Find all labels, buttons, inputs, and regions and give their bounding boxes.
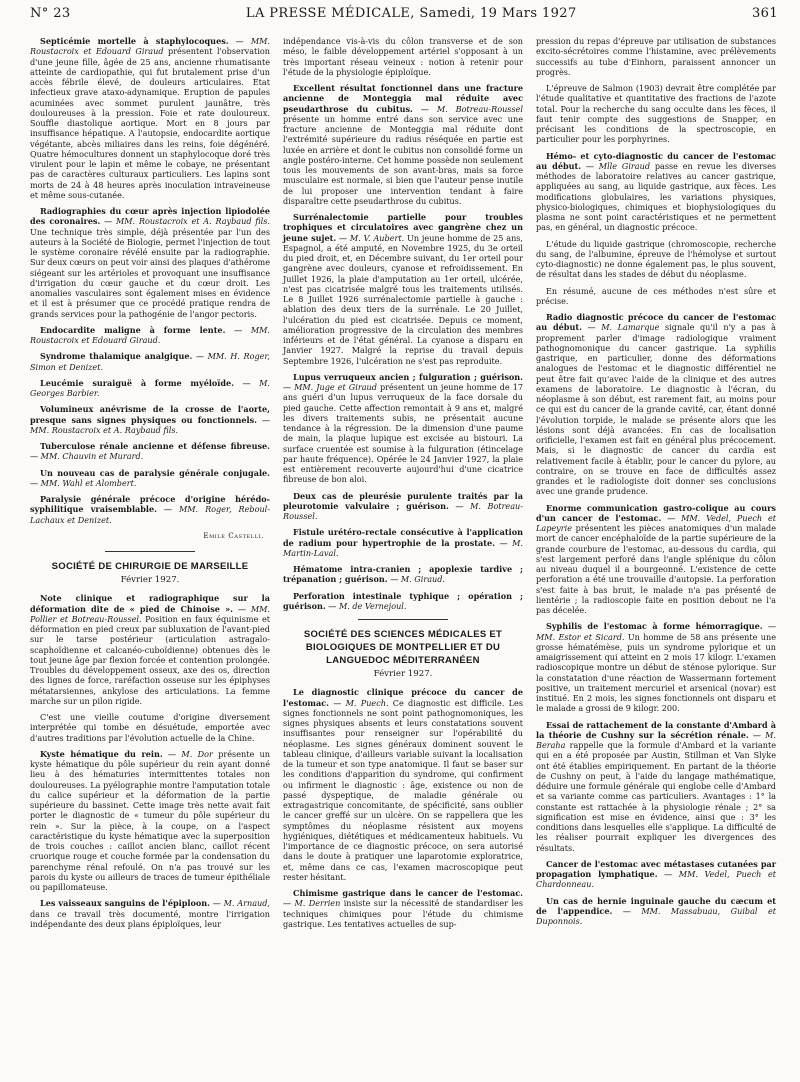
article-body: insiste sur la nécessité de standardiser les techniques chimiques pour l'étude du chimisme gastrique. Les tentatives actuelles de sup- (283, 898, 523, 929)
article-title: Radio diagnostic précoce du cancer de l'estomac au début. (536, 312, 776, 333)
article-title: Enorme communication gastro-colique au cours d'un cancer de l'estomac. (536, 502, 776, 523)
signature: Emile Castelli. (203, 531, 264, 540)
article-entry (536, 720, 776, 853)
article-authors: — MM. H. Roger, Simon et Denizet. (30, 351, 270, 372)
article-title: Leucémie suraiguë à forme myéloïde. (40, 377, 235, 388)
columns (30, 36, 778, 935)
article-authors: — M. Dor (168, 748, 213, 759)
article-title: Un nouveau cas de paralysie générale conjugale. (40, 467, 270, 478)
article-body: présente un homme entré dans son service avec une fracture ancienne de Monteggia mal réduite dont l'extrémité supérieure du radius réséquée en partie est luxée en arrière et dont le cubitus non consolidé forme un angle postéro-interne. Cet homme possède non seulement tous les mouvements de son avant-bras, mais sa force musculaire est normale, si bien que l'auteur pense inutile de lui proposer une intervention tendant à faire disparaître cette pseudarthrose du cubitus. (283, 113, 523, 206)
article-entry (283, 687, 523, 882)
article-authors: — MM. Roustacroix et A. Raybaud fils. (30, 414, 270, 435)
col3-entries-b (536, 312, 776, 926)
article-authors: — M. V. Aubert. (339, 232, 405, 243)
article-entry (536, 896, 776, 927)
col2-entries-a (283, 83, 523, 611)
article-authors: — Mlle Giraud (585, 160, 651, 171)
article-entry (30, 898, 270, 929)
article-title: Volumineux anévrisme de la crosse de l'aorte, presque sans signes physiques ou fonctionnels. (30, 404, 270, 425)
article-authors: — MM. Roger, Reboul-Lachaux et Denizet. (30, 504, 270, 525)
article-authors: — M. Botreau-Roussel. (283, 500, 523, 521)
paragraph: L'étude du liquide gastrique (chromoscopie, recherche du sang, de l'albumine, épreuve de l'hémolyse et surtout cyto-diagnostic) ne donne également pas, le plus souvent, de résultat dans les stades de début du néoplasme. (536, 238, 776, 280)
paragraph: C'est une vieille coutume d'origine diversement interprétée qui tombe en désuétude, emportée avec d'autres traditions par l'évolution actuelle de la Chine. (30, 712, 270, 743)
paragraph: indépendance vis-à-vis du côlon transverse et de son méso, le faible développement artériel s'opposant à un très important réseau veineux : notion à retenir pour l'étude de la physiologie épiploïque. (283, 36, 523, 77)
article-title: Syndrome thalamique analgique. (40, 351, 193, 362)
article-authors: — M. Georges Barbier. (30, 377, 270, 398)
article-title: Kyste hématique du rein. (40, 748, 163, 759)
article-entry (30, 749, 270, 893)
col1-entries-c (30, 749, 270, 929)
article-authors: — M. de Vernejoul. (328, 600, 407, 611)
article-entry (30, 494, 270, 525)
article-authors: — M. Botreau-Roussel (420, 103, 523, 114)
page-number: 361 (751, 6, 778, 21)
col3-entries-a (536, 151, 776, 233)
article-title: Perforation intestinale typhique ; opération ; guérison. (283, 590, 523, 611)
col2-entries-b (283, 687, 523, 929)
article-body: Un jeune homme de 25 ans, Espagnol, a été amputé, en Novembre 1925, du 3e orteil du pied droit, et, en Décembre suivant, du 1er orteil pour gangrène avec douleurs, cyanose et refroidissement. En Juillet 1926, la plaie d'amputation au 1er orteil, ulcérée, n'est pas cicatrisée malgré tous les traitements utilisés. Le 8 Juillet 1926 surrénalectomie partielle à gauche : ablation des deux tiers de la surrénale. Le 20 Juillet, l'ulcération du pied est cicatrisée. Depuis ce moment, amélioration progressive de la circulation des membres inférieurs et de l'état général. La cyanose a disparu en Janvier 1927. Malgré la reprise du travail depuis Septembre 1926, l'ulcération ne s'est pas reproduite. (283, 232, 524, 366)
article-body: rappelle que la formule d'Ambard et la variante qui en a été proposée par Austin, Stillman et Van Slyke ont été établies empiriquement. En partant de la théorie de Cushny on peut, à l'aide du langage mathématique, déduire une formule générale qui englobe celle d'Ambard et sa variante comme cas particuliers. Avantages : 1° la constante est rattachée à la physiologie rénale ; 2° sa signification est mise en évidence, ainsi que : 3° les conditions dans lesquelles elle s'applique. La difficulté de les réaliser pourrait expliquer les divergences des résultats. (536, 740, 776, 853)
article-entry (30, 441, 270, 462)
article-authors: — MM. Roustacroix et Edouard Giraud. (30, 324, 270, 345)
article-entry (283, 888, 523, 929)
article-entry (283, 372, 523, 485)
article-entry (283, 83, 523, 206)
article-title: Note clinique et radiographique sur la déformation dite de « pied de Chinoise ». (30, 593, 270, 614)
column-3 (536, 36, 776, 935)
article-body: signale qu'il n'y a pas à proprement parler d'image radiologique vraiment pathognomonique du cancer gastrique. La syphilis gastrique, en particulier, donne des déformations analogues de l'estomac et le diagnostic différentiel ne peut être fait qu'avec l'aide de la clinique et des autres examens de laboratoire. Le diagnostic à l'écran, du néoplasme à son début, est rarement fait, au moins pour ce qui est du cancer de la grande cavité, car, étant donné l'évolution torpide, le malade se présente alors que les lésions sont déjà avancées. En cas de localisation orificielle, l'examen est fait en général plus précocement. Mais, si le diagnostic de cancer du cardia est relativement facile à établir, pour le cancer du pylore, au contraire, on se trouve en face de difficultés assez grandes et le radiologiste doit donner ses conclusions avec une grande prudence. (536, 322, 777, 497)
article-authors: — M. Puech. (333, 697, 389, 708)
article-authors: — M. Beraha (536, 729, 777, 750)
article-title: Les vaisseaux sanguins de l'épiploon. (40, 898, 210, 909)
article-title: Deux cas de pleurésie purulente traités par la pleurotomie valvulaire ; guérison. (283, 490, 523, 511)
article-title: Essai de rattachement de la constante d'Ambard à la théorie de Cushny sur la sécrétion rénale. (536, 719, 776, 740)
article-authors: — MM. Juge et Giraud (283, 382, 377, 392)
article-entry (30, 593, 270, 706)
article-title: Le diagnostic clinique précoce du cancer de l'estomac. (283, 687, 523, 708)
article-authors: — MM. Roustacroix et A. Raybaud fils. (104, 216, 270, 227)
article-entry (536, 151, 776, 233)
article-body: passe en revue les diverses méthodes de laboratoire relatives au cancer gastrique, appliquées au sang, au liquide gastrique, aux fèces. Les modifications globulaires, les variations physiques, physico-biologiques, chimiques et biophysiologiques du plasma ne sont point caractéristiques et ne permettent pas, en général, un diagnostic précoce. (536, 160, 777, 233)
issue-number: N° 23 (30, 6, 71, 21)
article-authors: — M. Derrien (283, 898, 341, 909)
article-body: présente un kyste hématique du pôle supérieur du rein ayant donné lieu à des hématuries intermittentes totales non douloureuses. La pyélographie montre l'amputation totale du calice supérieur et la déformation de la partie supérieure du bassinet. Cette image très nette avait fait porter le diagnostic de « tumeur du pôle supérieur du rein ». Sur la pièce, à la coupe, on a l'aspect caractéristique du kyste hématique avec la superposition de trois couches : caillot ancien blanc, caillot récent cruorique rouge et couche formée par la condensation du parenchyme rénal refoulé. On n'a pas trouvé sur les parois du kyste ou ailleurs de traces de tumeur épithéliale ou papillomateuse. (30, 748, 271, 892)
article-authors: — MM. Roustacroix et Edouard Giraud (30, 36, 270, 57)
column-1 (30, 36, 270, 935)
journal-title: LA PRESSE MÉDICALE, Samedi, 19 Mars 1927 (245, 6, 577, 21)
article-title: Excellent résultat fonctionnel dans une fracture ancienne de Monteggia mal réduite avec pseudarthrose du cubitus. (283, 83, 523, 114)
article-authors: — M. Giraud. (390, 574, 446, 585)
col1-entries-a (30, 36, 270, 525)
article-entry (30, 36, 270, 200)
col1-entries-b (30, 593, 270, 706)
divider (358, 619, 448, 620)
article-entry (536, 621, 776, 713)
article-entry (30, 378, 270, 399)
article-entry (30, 404, 270, 435)
article-body: présentent un jeune homme de 17 ans guéri d'un lupus verruqueux de la face dorsale du pied gauche. Cette affection remontait à 9 ans et, malgré les divers traitements subis, ne présentait aucune tendance à la régression. De la dimension d'une paume de main, la plaque lupique est excisée au bistouri. La surface cruentée est soumise à la fulguration (étincelage par haute fréquence). Opérée le 24 Janvier 1927, la plaie est entièrement recouverte aujourd'hui d'une cicatrice fibreuse de bon aloi. (283, 382, 523, 485)
paragraph: En résumé, aucune de ces méthodes n'est sûre et précise. (536, 285, 776, 306)
article-entry (283, 591, 523, 612)
column-2 (283, 36, 523, 935)
paragraph: pression du repas d'épreuve par utilisation de substances excito-sécrétoires comme l'histamine, avec prélèvements successifs au tube d'Einhorn, paraissent annoncer un progrès. (536, 36, 776, 77)
article-title: Hémo- et cyto-diagnostic du cancer de l'estomac au début. (536, 150, 776, 171)
section-date: Février 1927. (373, 669, 433, 679)
article-body: Ce diagnostic est difficile. Les signes fonctionnels ne sont point pathognomoniques, les signes physiques absents et leurs constatations souvent insuffisantes pour renseigner sur l'opérabilité du néoplasme. Les signes généraux dominent souvent le tableau clinique, d'ailleurs variable suivant la localisation de la tumeur et son type anatomique. Il faut se baser sur les conditions d'apparition du syndrome, qui confirment ou infirment le diagnostic : âge, existence ou non de passé dyspeptique, de maladie générale ou extragastrique concomitante, de spécificité, sans oublier le cancer greffé sur un ulcère. On se rappellera que les symptômes du néoplasme résistent aux moyens hygiéniques, diététiques et médicamenteux habituels. Vu l'importance de ce diagnostic précoce, on sera autorisé dans le doute à pratiquer une laparotomie exploratrice, et, même dans ce cas, l'examen macroscopique peut rester hésitant. (283, 697, 523, 882)
article-entry (536, 312, 776, 497)
article-entry (30, 351, 270, 372)
article-authors: — MM. Chauvin et Murard. (30, 451, 144, 462)
article-authors: — M. Martin-Laval. (283, 537, 523, 558)
article-entry (283, 564, 523, 585)
article-title: Fistule urétéro-rectale consécutive à l'application de radium pour hypertrophie de la prostate. (283, 527, 523, 548)
article-body: présentent l'observation d'une jeune fille, âgée de 25 ans, ancienne rhumatisante atteinte de cardiopathie, qui fut brutalement prise d'un accès fébrile élevé, de douleurs articulaires. Etat infectieux grave ataxo-adynamique. Eruption de papules acuminées avec sommet purulent jaunâtre, très douloureuses à la pression. Foie et rate douloureux. Souffle diastolique aortique. Mort en 8 jours par insuffisance hépatique. A l'autopsie, endocardite aortique végétante, abcès miliaires dans les reins, foie dégénéré. Quatre hémocultures donnent un staphylocoque doré très virulent pour le lapin et même le cobaye, ne présentant pas de caractères culturaux particuliers. Les lapins sont morts de 24 à 48 heures après inoculation intraveineuse et même sous-cutanée. (30, 46, 270, 200)
article-entry (30, 325, 270, 346)
article-title: Tuberculose rénale ancienne et défense fibreuse. (40, 441, 270, 451)
article-authors: — MM. Estor et Sicard. (536, 621, 776, 642)
article-authors: — MM. Vedel, Puech et Chardonneau. (536, 869, 777, 890)
article-body: Une technique très simple, déjà présentée par l'un des auteurs à la Société de Biologie, permet l'injection de tout le système coronaire révélé ensuite par la radiographie. Sur deux cœurs on peut voir ainsi des plaques d'athérome siégeant sur les artérioles et provoquant une insuffisance d'irrigation du cœur gauche et du cœur droit. Les anomalies vasculaires sont également mises en évidence et il est à présumer que ce procédé pratique rendra de grands services pour la pathogénie de l'angor pectoris. (30, 226, 270, 319)
article-authors: — M. Arnaud, (212, 898, 270, 909)
paragraph: L'épreuve de Salmon (1903) devrait être complétée par l'étude qualitative et quantitative des fractions de l'azote total. Pour la recherche du sang occulte dans les fèces, il faut tenir compte des suggestions de Snapper, en précisant les conditions de la spectroscopie, en particulier pour les porphyrines. (536, 83, 776, 145)
article-entry (283, 491, 523, 522)
article-title: Syphilis de l'estomac à forme hémorragique. (546, 621, 763, 632)
article-title: Un cas de hernie inguinale gauche du cæcum et de l'appendice. (536, 895, 776, 916)
article-title: Surrénalectomie partielle pour troubles trophiques et circulatoires avec gangrène chez un jeune sujet. (283, 212, 523, 243)
divider (105, 551, 195, 552)
article-authors: — MM. Vedel, Puech et Lapeyrie (536, 512, 776, 533)
article-authors: — MM. Pollier et Botreau-Roussel. (30, 603, 270, 624)
article-entry (283, 212, 523, 366)
article-body: présentent les pièces anatomiques d'un malade mort de cancer encéphaloïde de la partie supérieure de la grande courbure de l'estomac, au-dessous du cardia, qui s'est largement perforé dans l'angle splénique du côlon au niveau duquel il a bourgeonné. L'existence de cette perforation a été une trouvaille d'autopsie. La perforation s'est faite à bas bruit, le malade n'a pas présenté de lientérie ; la radioscopie faite en position debout ne l'a pas décelée. (536, 523, 776, 615)
section-heading: SOCIÉTÉ DES SCIENCES MÉDICALES ET BIOLOGIQUES DE MONTPELLIER ET DU LANGUEDOC MÉDITERRANÉEN (303, 629, 503, 666)
section-date: Février 1927. (120, 575, 180, 585)
article-entry (30, 206, 270, 319)
article-title: Cancer de l'estomac avec métastases cutanées par propagation lymphatique. (536, 858, 776, 879)
article-title: Paralysie générale précoce d'origine hérédo-syphilitique vraisemblable. (30, 494, 270, 515)
article-authors: — M. Lamarque (587, 322, 660, 333)
article-authors: — MM. Massabuau, Guibal et Duponnois. (536, 905, 777, 926)
article-title: Hématome intra-cranien ; apoplexie tardive ; trépanation ; guérison. (283, 564, 523, 585)
article-entry (536, 859, 776, 890)
section-heading: SOCIÉTÉ DE CHIRURGIE DE MARSEILLE (51, 561, 249, 572)
article-title: Lupus verruqueux ancien ; fulguration ; guérison. (293, 371, 523, 382)
article-authors: — MM. Wahl et Alombert. (30, 477, 137, 488)
article-body: dans ce travail très documenté, montre l'irrigation indépendante des deux plans épiploïques, leur (30, 908, 270, 929)
article-entry (283, 527, 523, 558)
article-body: Un homme de 58 ans présente une grosse hématémèse, puis un syndrome pylorique et un amaigrissement qui atteint en 2 mois 17 kilogr. L'examen radioscopique montre un début de sténose pylorique. Sur la constatation d'une réaction de Wassermann fortement positive, un traitement mercuriel et arsenical (novar) est institué. En 2 mois, les signes fonctionnels ont disparu et le malade a grossi de 9 kilogr. 200. (536, 631, 776, 714)
article-title: Endocardite maligne à forme lente. (40, 324, 226, 335)
running-head (30, 0, 778, 34)
article-entry (30, 468, 270, 489)
article-body: Position en faux équinisme et déformation en pied creux par subluxation de l'avant-pied sur le tarse postérieur (articulation astragalo-scaphoïdienne et calcanéo-cuboïdienne) obtenues dès le tout jeune âge par flexion forcée et contention prolongée. Troubles du développement osseux, axe des os, direction des lignes de force, raréfaction osseuse sur les épiphyses métatarsiennes, ankylose des articulations. La femme marche sur un pilon rigide. (30, 613, 271, 706)
article-entry (536, 503, 776, 616)
article-title: Chimisme gastrique dans le cancer de l'estomac. (293, 888, 523, 898)
article-title: Radiographies du cœur après injection lipiodolée des coronaires. (30, 206, 270, 227)
article-title: Septicémie mortelle à staphylocoques. (40, 36, 229, 46)
